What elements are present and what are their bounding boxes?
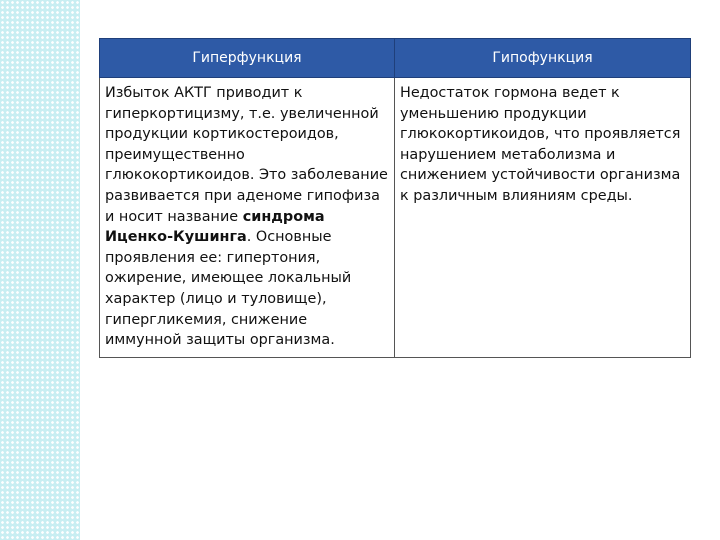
hypofunction-cell: Недостаток гормона ведет к уменьшению продукции глюкокортикоидов, что проявляется нарушением метаболизма и снижением устойчивости организма к различным влияниям среды. [395, 78, 691, 358]
header-hyperfunction: Гиперфункция [100, 39, 395, 78]
header-hypofunction: Гипофункция [395, 39, 691, 78]
hyper-text-part1: Избыток АКТГ приводит к гиперкортицизму, т.е. увеличенной продукции кортикостероидов, преимущественно глюкокортикоидов. Это заболевание развивается при аденоме гипофиза и носит название [105, 85, 388, 225]
table-header-row [100, 39, 691, 78]
syndrome-name: синдрома Иценко-Кушинга [105, 208, 325, 246]
hormone-function-table [99, 38, 691, 358]
hyper-text-part2: . Основные проявления ее: гипертония, ожирение, имеющее локальный характер (лицо и туловище), гипергликемия, снижение иммунной защиты организма. [105, 229, 352, 349]
decorative-side-strip [0, 0, 80, 540]
table-row [100, 78, 691, 358]
hyperfunction-cell [100, 78, 395, 358]
